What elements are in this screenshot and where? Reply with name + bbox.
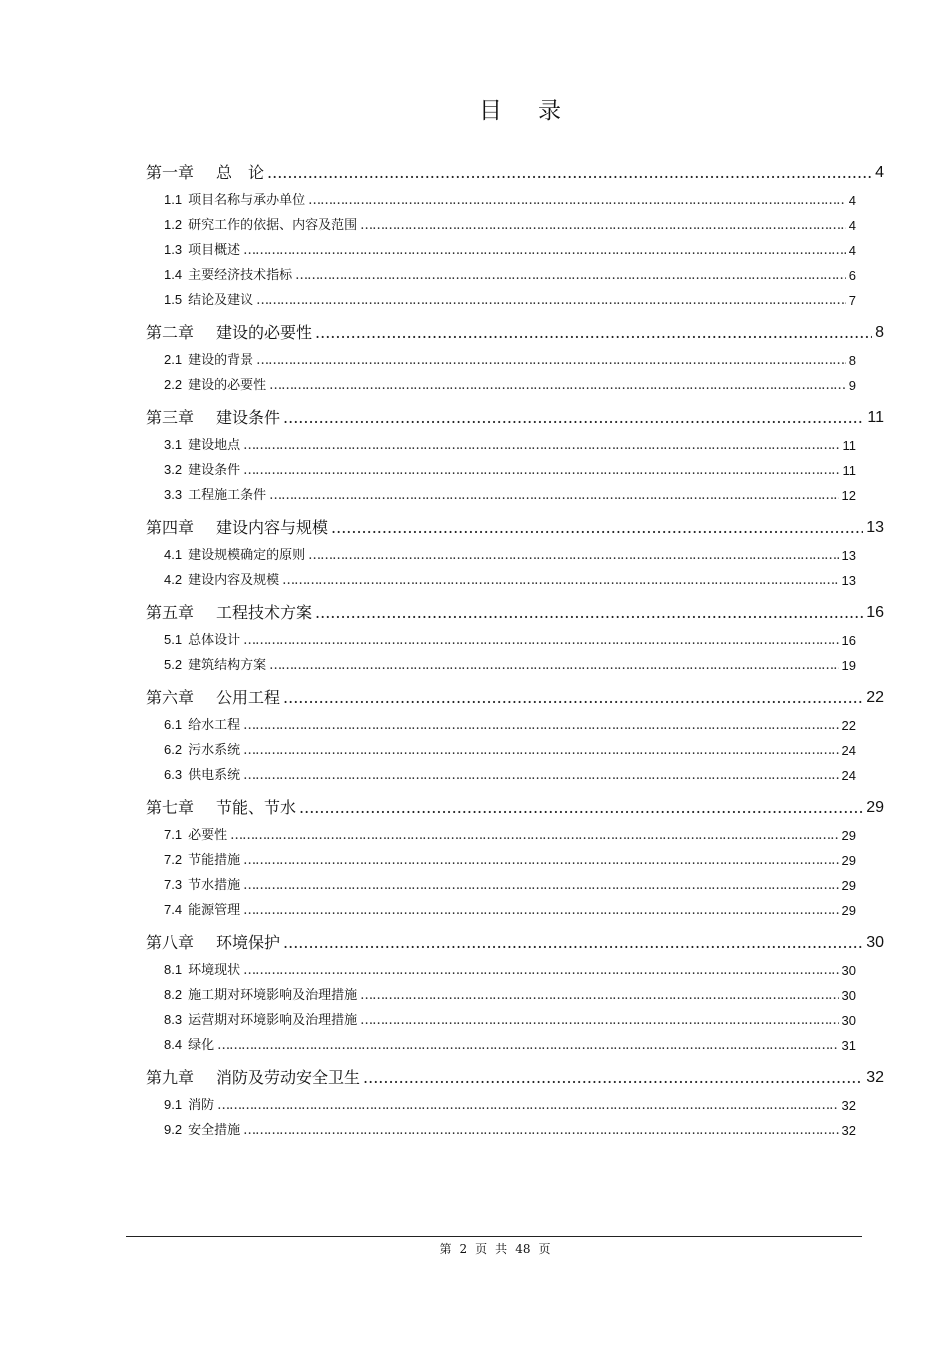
- section-label: [164, 898, 240, 923]
- section-title: 必要性: [188, 828, 228, 843]
- dot-leader: [243, 1118, 838, 1143]
- dot-leader: [256, 288, 846, 313]
- dot-leader: [243, 763, 838, 788]
- section-number: 8.3: [164, 1012, 183, 1027]
- section-number: 2.1: [164, 352, 183, 367]
- footer-mid2: 共: [495, 1242, 508, 1256]
- toc-chapter-entry[interactable]: [146, 598, 884, 628]
- section-number: 7.4: [164, 902, 183, 917]
- section-label: [164, 1118, 240, 1143]
- section-number: 5.1: [164, 632, 183, 647]
- section-page-number: 31: [841, 1038, 856, 1053]
- dot-leader: [217, 1033, 838, 1058]
- page-title: [0, 92, 950, 125]
- chapter-label: [146, 318, 312, 348]
- section-title: 建设的必要性: [188, 378, 267, 393]
- toc-section-entry[interactable]: [146, 898, 856, 923]
- toc-section-entry[interactable]: [146, 1008, 856, 1033]
- toc-section-entry[interactable]: [146, 433, 856, 458]
- chapter-label: [146, 513, 328, 543]
- chapter-title: 工程技术方案: [216, 603, 313, 622]
- toc-chapter-entry[interactable]: [146, 683, 884, 713]
- section-label: [164, 263, 292, 288]
- section-title: 消防: [188, 1098, 215, 1113]
- section-number: 1.1: [164, 192, 183, 207]
- dot-leader: [360, 983, 838, 1008]
- section-label: [164, 983, 357, 1008]
- chapter-page-number: 30: [866, 934, 884, 951]
- chapter-label: [146, 1063, 360, 1093]
- section-title: 节水措施: [188, 878, 241, 893]
- section-page-number: 8: [848, 353, 856, 368]
- chapter-title: 消防及劳动安全卫生: [216, 1068, 361, 1087]
- section-title: 工程施工条件: [188, 488, 267, 503]
- toc-section-entry[interactable]: [146, 713, 856, 738]
- section-label: [164, 568, 279, 593]
- section-title: 施工期对环境影响及治理措施: [188, 988, 358, 1003]
- section-title: 环境现状: [188, 963, 241, 978]
- footer-total-pages: 48: [515, 1242, 531, 1256]
- section-title: 节能措施: [188, 853, 241, 868]
- dot-leader: [243, 898, 838, 923]
- section-number: 1.3: [164, 242, 183, 257]
- section-label: [164, 823, 227, 848]
- section-label: [164, 433, 240, 458]
- chapter-label: [146, 683, 280, 713]
- dot-leader: [299, 793, 863, 823]
- section-label: [164, 348, 253, 373]
- chapter-label: [146, 793, 296, 823]
- dot-leader: [363, 1063, 863, 1093]
- toc-section-entry[interactable]: [146, 983, 856, 1008]
- toc-section-entry[interactable]: [146, 1118, 856, 1143]
- dot-leader: [269, 653, 838, 678]
- chapter-page-number: 22: [866, 689, 884, 706]
- section-label: [164, 213, 357, 238]
- section-number: 9.2: [164, 1122, 183, 1137]
- section-title: 安全措施: [188, 1123, 241, 1138]
- toc-section-entry[interactable]: [146, 628, 856, 653]
- section-number: 4.2: [164, 572, 183, 587]
- section-title: 建设内容及规模: [188, 573, 280, 588]
- section-title: 建设地点: [188, 438, 241, 453]
- section-number: 1.2: [164, 217, 183, 232]
- section-number: 2.2: [164, 377, 183, 392]
- section-label: [164, 188, 305, 213]
- dot-leader: [360, 213, 846, 238]
- section-page-number: 7: [848, 293, 856, 308]
- section-number: 1.4: [164, 267, 183, 282]
- section-number: 3.2: [164, 462, 183, 477]
- chapter-page-number: 13: [866, 519, 884, 536]
- section-label: [164, 713, 240, 738]
- section-page-number: 12: [841, 488, 856, 503]
- section-page-number: 4: [848, 193, 856, 208]
- chapter-label: [146, 403, 280, 433]
- chapter-number: 第二章: [146, 323, 195, 342]
- toc-section-entry[interactable]: [146, 823, 856, 848]
- section-title: 建设条件: [188, 463, 241, 478]
- chapter-number: 第六章: [146, 688, 195, 707]
- dot-leader: [295, 263, 846, 288]
- section-label: [164, 763, 240, 788]
- dot-leader: [243, 238, 846, 263]
- dot-leader: [331, 513, 863, 543]
- toc-section-entry[interactable]: [146, 653, 856, 678]
- chapter-title: 建设条件: [216, 408, 281, 427]
- section-title: 能源管理: [188, 903, 241, 918]
- section-title: 运营期对环境影响及治理措施: [188, 1013, 358, 1028]
- chapter-title: 建设内容与规模: [216, 518, 329, 537]
- section-page-number: 11: [842, 438, 856, 453]
- chapter-page-number: 29: [866, 799, 884, 816]
- dot-leader: [243, 958, 838, 983]
- section-label: [164, 958, 240, 983]
- toc-section-entry[interactable]: [146, 188, 856, 213]
- chapter-number: 第三章: [146, 408, 195, 427]
- toc-section-entry[interactable]: [146, 543, 856, 568]
- toc-chapter-entry[interactable]: [146, 158, 884, 188]
- section-page-number: 30: [841, 1013, 856, 1028]
- toc-section-entry[interactable]: [146, 873, 856, 898]
- section-number: 6.3: [164, 767, 183, 782]
- section-title: 主要经济技术指标: [188, 268, 293, 283]
- section-page-number: 6: [848, 268, 856, 283]
- section-label: [164, 373, 266, 398]
- dot-leader: [230, 823, 838, 848]
- chapter-page-number: 11: [867, 409, 884, 426]
- toc-section-entry[interactable]: [146, 263, 856, 288]
- chapter-page-number: 16: [866, 604, 884, 621]
- dot-leader: [283, 928, 863, 958]
- dot-leader: [315, 598, 863, 628]
- section-number: 7.3: [164, 877, 183, 892]
- section-page-number: 4: [848, 218, 856, 233]
- section-label: [164, 873, 240, 898]
- section-number: 6.1: [164, 717, 183, 732]
- section-label: [164, 543, 305, 568]
- toc-section-entry[interactable]: [146, 568, 856, 593]
- toc-section-entry[interactable]: [146, 848, 856, 873]
- toc-chapter-entry[interactable]: [146, 403, 884, 433]
- dot-leader: [315, 318, 872, 348]
- toc-section-entry[interactable]: [146, 1093, 856, 1118]
- section-number: 7.2: [164, 852, 183, 867]
- toc-section-entry[interactable]: [146, 458, 856, 483]
- toc-chapter-entry[interactable]: [146, 513, 884, 543]
- section-page-number: 11: [842, 463, 856, 478]
- dot-leader: [243, 738, 838, 763]
- toc-section-entry[interactable]: [146, 288, 856, 313]
- dot-leader: [283, 683, 863, 713]
- toc-chapter-entry[interactable]: [146, 318, 884, 348]
- section-label: [164, 1008, 357, 1033]
- section-label: [164, 483, 266, 508]
- section-page-number: 24: [841, 743, 856, 758]
- dot-leader: [243, 433, 839, 458]
- toc-section-entry[interactable]: [146, 213, 856, 238]
- section-title: 建筑结构方案: [188, 658, 267, 673]
- footer-divider: [126, 1236, 862, 1237]
- chapter-number: 第一章: [146, 163, 195, 182]
- chapter-number: 第四章: [146, 518, 195, 537]
- section-page-number: 13: [841, 548, 856, 563]
- section-label: [164, 848, 240, 873]
- section-page-number: 30: [841, 988, 856, 1003]
- table-of-contents: [146, 158, 884, 1143]
- section-number: 3.3: [164, 487, 183, 502]
- toc-section-entry[interactable]: [146, 238, 856, 263]
- section-title: 绿化: [188, 1038, 215, 1053]
- dot-leader: [243, 628, 838, 653]
- dot-leader: [243, 458, 839, 483]
- chapter-label: [146, 928, 280, 958]
- footer-prefix: 第: [439, 1242, 452, 1256]
- title-char-1: 目: [479, 98, 502, 124]
- chapter-title: 建设的必要性: [216, 323, 313, 342]
- dot-leader: [243, 873, 838, 898]
- footer-suffix: 页: [538, 1242, 551, 1256]
- chapter-number: 第八章: [146, 933, 195, 952]
- section-number: 9.1: [164, 1097, 183, 1112]
- section-title: 建设的背景: [188, 353, 254, 368]
- chapter-title: 环境保护: [216, 933, 281, 952]
- section-number: 1.5: [164, 292, 183, 307]
- section-page-number: 24: [841, 768, 856, 783]
- section-page-number: 29: [841, 903, 856, 918]
- section-page-number: 29: [841, 878, 856, 893]
- toc-section-entry[interactable]: [146, 738, 856, 763]
- section-page-number: 16: [841, 633, 856, 648]
- section-number: 4.1: [164, 547, 183, 562]
- section-title: 供电系统: [188, 768, 241, 783]
- section-page-number: 19: [841, 658, 856, 673]
- section-title: 给水工程: [188, 718, 241, 733]
- toc-section-entry[interactable]: [146, 373, 856, 398]
- toc-chapter-entry[interactable]: [146, 1063, 884, 1093]
- toc-chapter-entry[interactable]: [146, 928, 884, 958]
- chapter-number: 第七章: [146, 798, 195, 817]
- dot-leader: [360, 1008, 838, 1033]
- section-title: 研究工作的依据、内容及范围: [188, 218, 358, 233]
- section-number: 5.2: [164, 657, 183, 672]
- section-page-number: 30: [841, 963, 856, 978]
- chapter-number: 第五章: [146, 603, 195, 622]
- section-page-number: 9: [848, 378, 856, 393]
- dot-leader: [308, 543, 838, 568]
- section-number: 8.2: [164, 987, 183, 1002]
- toc-section-entry[interactable]: [146, 483, 856, 508]
- dot-leader: [282, 568, 838, 593]
- section-number: 6.2: [164, 742, 183, 757]
- chapter-title: 节能、节水: [216, 798, 297, 817]
- section-page-number: 4: [848, 243, 856, 258]
- title-char-2: 录: [538, 98, 561, 124]
- section-label: [164, 738, 240, 763]
- section-label: [164, 458, 240, 483]
- section-page-number: 32: [841, 1123, 856, 1138]
- section-title: 总体设计: [188, 633, 241, 648]
- footer-mid1: 页: [475, 1242, 488, 1256]
- chapter-label: [146, 158, 264, 188]
- section-label: [164, 1033, 214, 1058]
- toc-section-entry[interactable]: [146, 958, 856, 983]
- section-number: 8.1: [164, 962, 183, 977]
- section-page-number: 13: [841, 573, 856, 588]
- section-label: [164, 628, 240, 653]
- section-label: [164, 1093, 214, 1118]
- chapter-title: 总 论: [216, 163, 265, 182]
- dot-leader: [269, 483, 838, 508]
- section-title: 建设规模确定的原则: [188, 548, 306, 563]
- toc-section-entry[interactable]: [146, 763, 856, 788]
- toc-section-entry[interactable]: [146, 1033, 856, 1058]
- dot-leader: [256, 348, 846, 373]
- chapter-label: [146, 598, 312, 628]
- dot-leader: [243, 848, 838, 873]
- section-page-number: 29: [841, 853, 856, 868]
- section-title: 项目概述: [188, 243, 241, 258]
- dot-leader: [267, 158, 872, 188]
- section-number: 7.1: [164, 827, 183, 842]
- section-page-number: 32: [841, 1098, 856, 1113]
- section-label: [164, 653, 266, 678]
- section-title: 污水系统: [188, 743, 241, 758]
- dot-leader: [269, 373, 846, 398]
- toc-chapter-entry[interactable]: [146, 793, 884, 823]
- chapter-number: 第九章: [146, 1068, 195, 1087]
- dot-leader: [308, 188, 846, 213]
- dot-leader: [217, 1093, 838, 1118]
- dot-leader: [243, 713, 838, 738]
- section-title: 结论及建议: [188, 293, 254, 308]
- toc-section-entry[interactable]: [146, 348, 856, 373]
- chapter-title: 公用工程: [216, 688, 281, 707]
- section-title: 项目名称与承办单位: [188, 193, 306, 208]
- section-label: [164, 288, 253, 313]
- section-page-number: 29: [841, 828, 856, 843]
- section-label: [164, 238, 240, 263]
- section-number: 3.1: [164, 437, 183, 452]
- section-page-number: 22: [841, 718, 856, 733]
- page-footer: [0, 1240, 950, 1257]
- footer-current-page: 2: [459, 1242, 468, 1256]
- chapter-page-number: 8: [875, 324, 884, 341]
- section-number: 8.4: [164, 1037, 183, 1052]
- chapter-page-number: 4: [875, 164, 884, 181]
- chapter-page-number: 32: [866, 1069, 884, 1086]
- dot-leader: [283, 403, 864, 433]
